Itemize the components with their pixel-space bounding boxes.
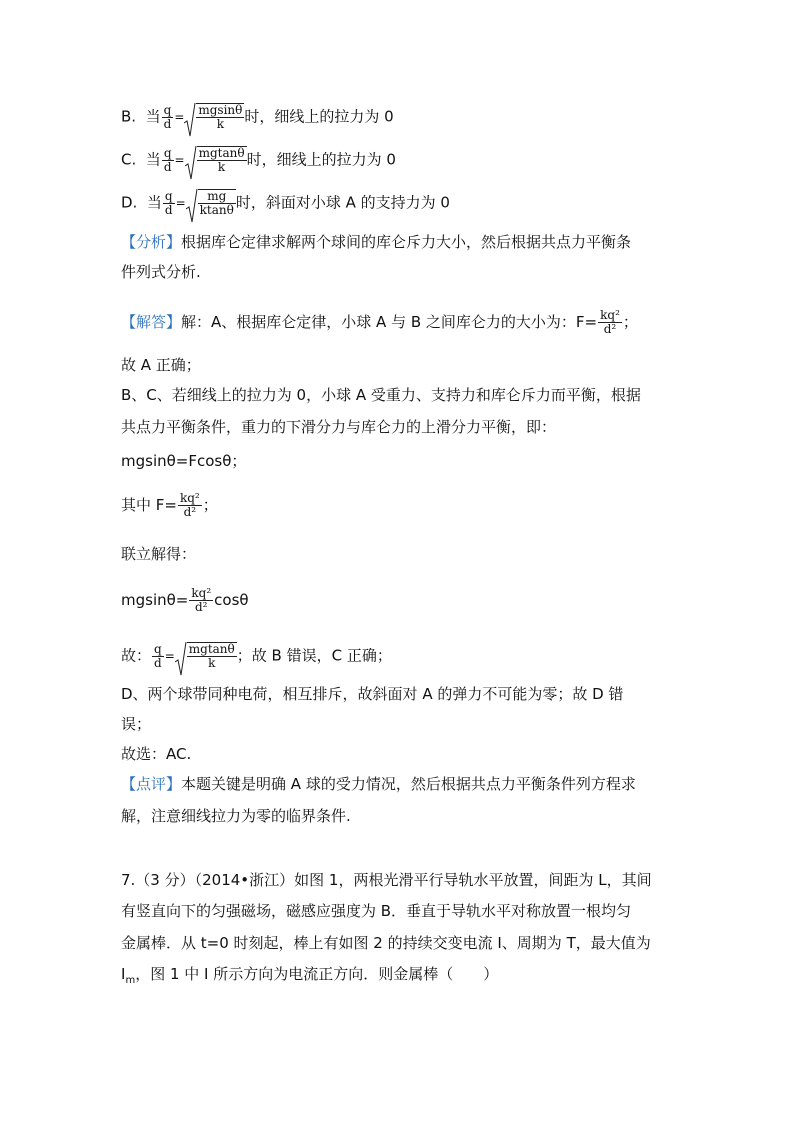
q7-line-2: 有竖直向下的匀强磁场，磁感应强度为 B．垂直于导轨水平对称放置一根均匀: [121, 902, 632, 920]
coulomb-fraction: $\frac{\text{kq²}}{\text{d²}}$: [179, 491, 200, 519]
analysis-line-2: 件列式分析.: [121, 263, 201, 281]
q-over-d-fraction: $\frac{q}{d}$: [164, 188, 173, 217]
answer-line-8: mgsinθ= $\frac{\text{kq²}}{\text{d²}}$ cosθ: [121, 586, 249, 614]
sqrt-expression: $\frac{mgtan\theta}{k}$: [175, 642, 237, 670]
option-d: D. 当 $\frac{q}{d}$ = $\frac{mg}{ktan\theta}$ 时，斜面对小球 A 的支持力为 0: [121, 189, 450, 217]
comment-line-2: 解，注意细线拉力为零的临界条件.: [121, 807, 351, 825]
q7-line-3: 金属棒．从 t=0 时刻起，棒上有如图 2 的持续交变电流 I、周期为 T，最大值为: [121, 934, 651, 952]
q-over-d-fraction: $\frac{q}{d}$: [154, 641, 162, 670]
sqrt-expression: $\frac{mg}{ktan\theta}$: [186, 189, 236, 217]
option-c: C. 当 $\frac{q}{d}$ = $\frac{mgtan\theta}{k}$ 时，细线上的拉力为 0: [121, 146, 396, 174]
answer-line-1: 【解答】解：A、根据库仑定律，小球 A 与 B 之间库仑力的大小为：F= $\frac{\text{kq²}}{\text{d²}}$ ；: [121, 308, 638, 336]
analysis-tag: 【分析】: [121, 233, 182, 251]
coulomb-fraction: $\frac{\text{kq²}}{\text{d²}}$: [600, 308, 620, 336]
answer-line-4: 共点力平衡条件，重力的下滑分力与库仑力的上滑分力平衡，即：: [121, 418, 557, 436]
option-b: B. 当 $\frac{q}{d}$ = $\frac{mgsin\theta}{k}$ 时，细线上的拉力为 0: [121, 103, 394, 131]
q7-line-1: 7.（3 分）（2014•浙江）如图 1，两根光滑平行导轨水平放置，间距为 L，其间: [121, 871, 652, 889]
sqrt-expression: $\frac{mgtan\theta}{k}$: [185, 146, 247, 174]
answer-line-2: 故 A 正确；: [121, 356, 201, 374]
coulomb-fraction: $\frac{\text{kq²}}{\text{d²}}$: [191, 586, 212, 614]
answer-line-3: B、C、若细线上的拉力为 0，小球 A 受重力、支持力和库仑斥力而平衡，根据: [121, 386, 641, 404]
answer-tag: 【解答】: [121, 313, 182, 331]
analysis-line-1: 【分析】根据库仑定律求解两个球间的库仑斥力大小，然后根据共点力平衡条: [121, 233, 632, 251]
answer-line-6: 其中 F= $\frac{\text{kq²}}{\text{d²}}$ ；: [121, 491, 218, 519]
answer-line-12: 故选：AC.: [121, 745, 192, 763]
q-over-d-fraction: $\frac{q}{d}$: [163, 145, 172, 174]
answer-line-10: D、两个球带同种电荷，相互排斥，故斜面对 A 的弹力不可能为零；故 D 错: [121, 685, 624, 703]
sqrt-expression: $\frac{mgsin\theta}{k}$: [184, 103, 244, 131]
answer-line-7: 联立解得：: [121, 545, 197, 563]
answer-line-9: 故： $\frac{q}{d}$ = $\frac{mgtan\theta}{k}$ ；故 B 错误，C 正确；: [121, 642, 392, 670]
answer-line-11: 误；: [121, 715, 152, 733]
comment-line-1: 【点评】本题关键是明确 A 球的受力情况，然后根据共点力平衡条件列方程求: [121, 775, 636, 793]
q-over-d-fraction: $\frac{q}{d}$: [163, 102, 172, 131]
comment-tag: 【点评】: [121, 775, 182, 793]
answer-line-5: mgsinθ=Fcosθ；: [121, 452, 247, 470]
q7-line-4: $I_m$，图 1 中 I 所示方向为电流正方向．则金属棒（ ）: [121, 965, 499, 986]
